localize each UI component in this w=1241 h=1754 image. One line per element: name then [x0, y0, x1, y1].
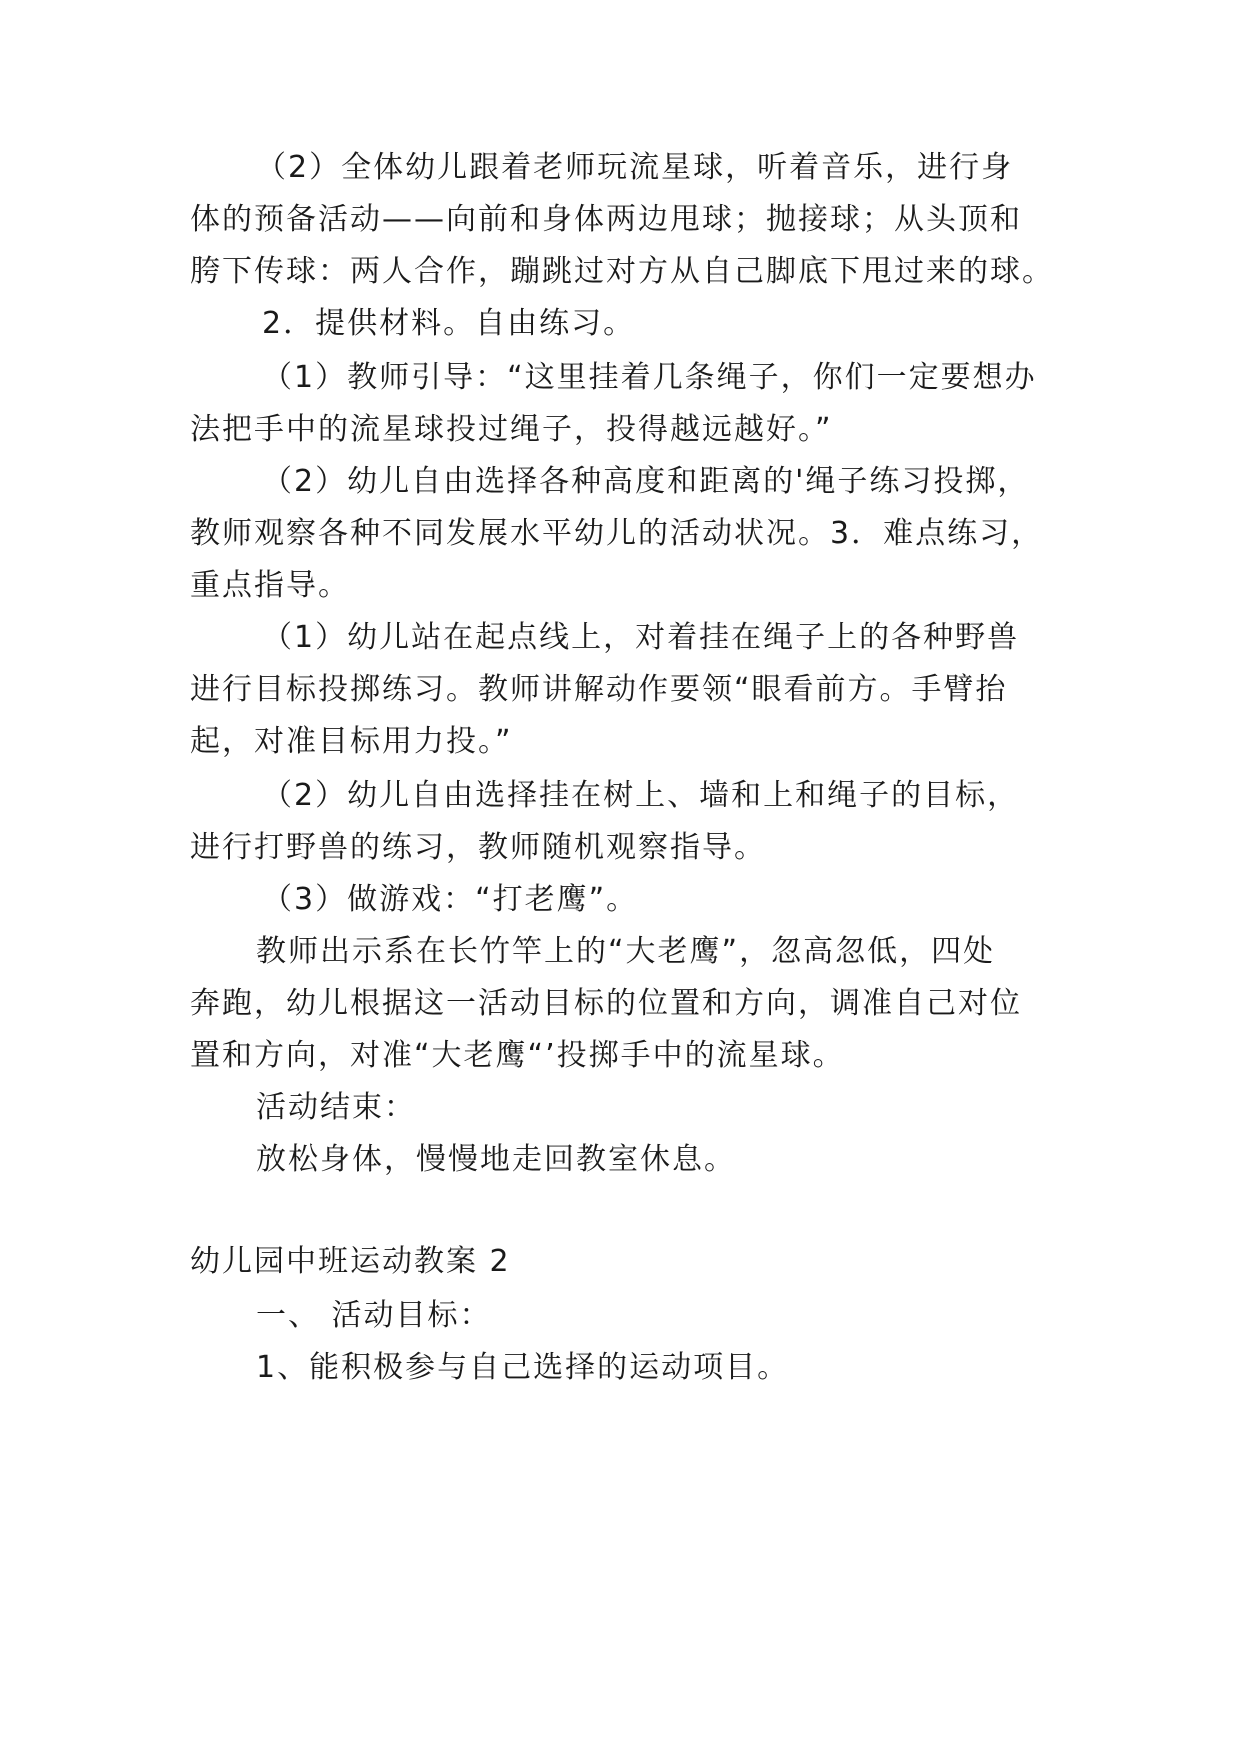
paragraph-line: 活动结束： [256, 1090, 416, 1125]
paragraph-line: （3）做游戏：“打老鹰”。 [262, 882, 639, 917]
document-title: 幼儿园中班运动教案 2 [190, 1244, 511, 1279]
paragraph-line: 1、能积极参与自己选择的运动项目。 [256, 1350, 790, 1385]
paragraph-line: 教师观察各种不同发展水平幼儿的活动状况。3．难点练习， [190, 516, 1044, 551]
paragraph-line: （2）幼儿自由选择各种高度和距离的'绳子练习投掷， [262, 464, 1030, 499]
paragraph-line: 教师出示系在长竹竿上的“大老鹰”，忽高忽低，四处 [256, 934, 996, 969]
paragraph-line: （2）全体幼儿跟着老师玩流星球，听着音乐，进行身 [256, 150, 1014, 185]
paragraph-line: 置和方向，对准“大老鹰“’投掷手中的流星球。 [190, 1038, 845, 1073]
paragraph-line: 起，对准目标用力投。” [190, 724, 513, 759]
paragraph-line: （2）幼儿自由选择挂在树上、墙和上和绳子的目标， [262, 778, 1020, 813]
paragraph-line: 法把手中的流星球投过绳子，投得越远越好。” [190, 412, 833, 447]
paragraph-line: （1）幼儿站在起点线上，对着挂在绳子上的各种野兽 [262, 620, 1020, 655]
section-heading: 一、 活动目标： [256, 1298, 492, 1333]
section-heading: 2．提供材料。自由练习。 [262, 306, 636, 341]
paragraph-line: 体的预备活动——向前和身体两边甩球；抛接球；从头顶和 [190, 202, 1022, 237]
paragraph-line: 奔跑，幼儿根据这一活动目标的位置和方向，调准自己对位 [190, 986, 1022, 1021]
paragraph-line: 重点指导。 [190, 568, 350, 603]
paragraph-line: 放松身体，慢慢地走回教室休息。 [256, 1142, 736, 1177]
paragraph-line: 进行打野兽的练习，教师随机观察指导。 [190, 830, 766, 865]
paragraph-line: （1）教师引导：“这里挂着几条绳子，你们一定要想办 [262, 360, 1037, 395]
paragraph-line: 进行目标投掷练习。教师讲解动作要领“眼看前方。手臂抬 [190, 672, 1008, 707]
paragraph-line: 胯下传球：两人合作，蹦跳过对方从自己脚底下甩过来的球。 [190, 254, 1054, 289]
